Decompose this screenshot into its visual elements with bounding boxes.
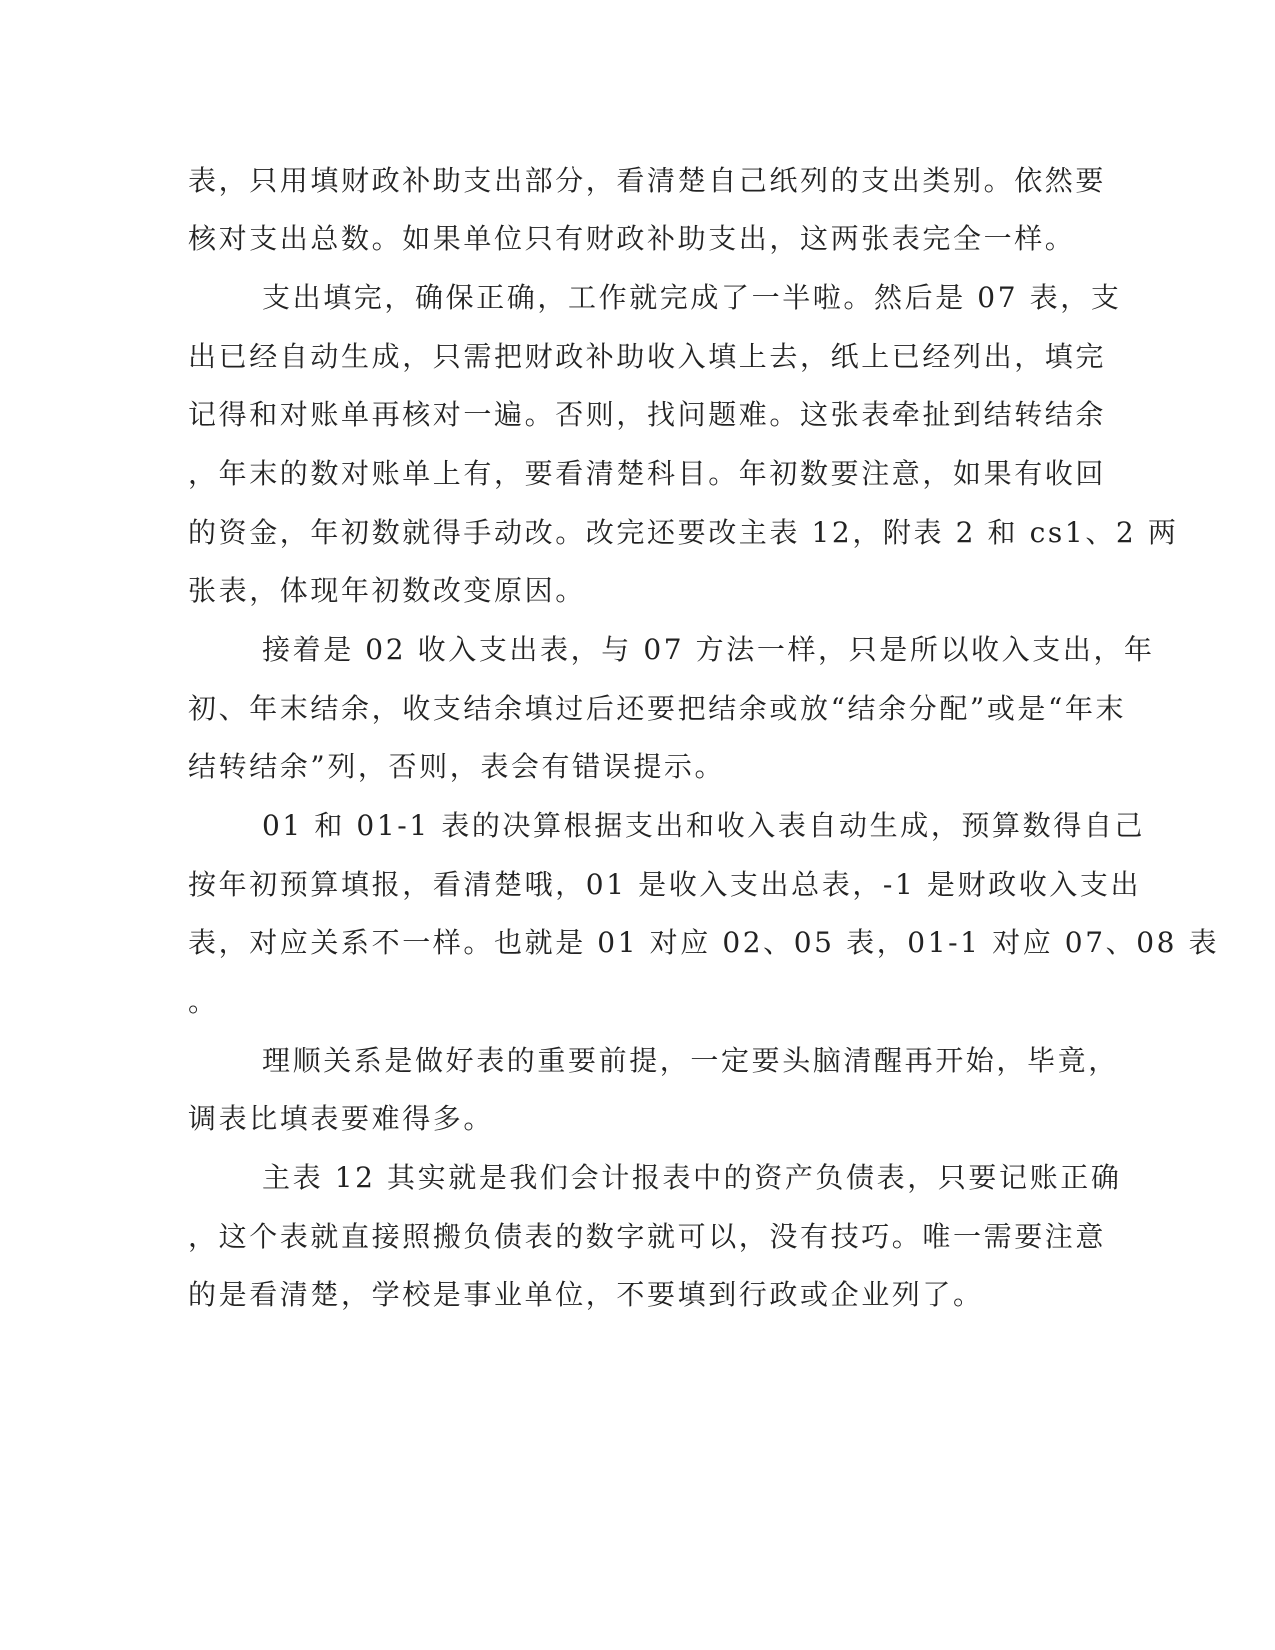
text-line: ，年末的数对账单上有，要看清楚科目。年初数要注意，如果有收回 xyxy=(188,457,1107,490)
text-line: ，这个表就直接照搬负债表的数字就可以，没有技巧。唯一需要注意 xyxy=(188,1220,1107,1253)
paragraph-start-line: 支出填完，确保正确，工作就完成了一半啦。然后是 07 表，支 xyxy=(262,281,1122,314)
text-line: 表，对应关系不一样。也就是 01 对应 02、05 表，01-1 对应 07、08 表 xyxy=(188,926,1220,959)
text-line: 调表比填表要难得多。 xyxy=(188,1102,495,1135)
text-line: 记得和对账单再核对一遍。否则，找问题难。这张表牵扯到结转结余 xyxy=(188,398,1107,431)
paragraph-start-line: 主表 12 其实就是我们会计报表中的资产负债表，只要记账正确 xyxy=(262,1161,1122,1194)
text-line: 。 xyxy=(188,985,219,1018)
paragraph-start-line: 接着是 02 收入支出表，与 07 方法一样，只是所以收入支出，年 xyxy=(262,633,1155,666)
paragraph-start-line: 01 和 01-1 表的决算根据支出和收入表自动生成，预算数得自己 xyxy=(262,809,1146,842)
text-line: 出已经自动生成，只需把财政补助收入填上去，纸上已经列出，填完 xyxy=(188,340,1107,373)
text-line: 表，只用填财政补助支出部分，看清楚自己纸列的支出类别。依然要 xyxy=(188,164,1107,197)
text-line: 的资金，年初数就得手动改。改完还要改主表 12，附表 2 和 cs1、2 两 xyxy=(188,516,1179,549)
text-line: 初、年末结余，收支结余填过后还要把结余或放“结余分配”或是“年末 xyxy=(188,692,1127,725)
paragraph-start-line: 理顺关系是做好表的重要前提，一定要头脑清醒再开始，毕竟， xyxy=(262,1044,1119,1077)
text-line: 的是看清楚，学校是事业单位，不要填到行政或企业列了。 xyxy=(188,1278,984,1311)
text-line: 核对支出总数。如果单位只有财政补助支出，这两张表完全一样。 xyxy=(188,222,1076,255)
text-line: 结转结余”列，否则，表会有错误提示。 xyxy=(188,750,726,783)
text-line: 按年初预算填报，看清楚哦，01 是收入支出总表，-1 是财政收入支出 xyxy=(188,868,1142,901)
text-line: 张表，体现年初数改变原因。 xyxy=(188,574,586,607)
